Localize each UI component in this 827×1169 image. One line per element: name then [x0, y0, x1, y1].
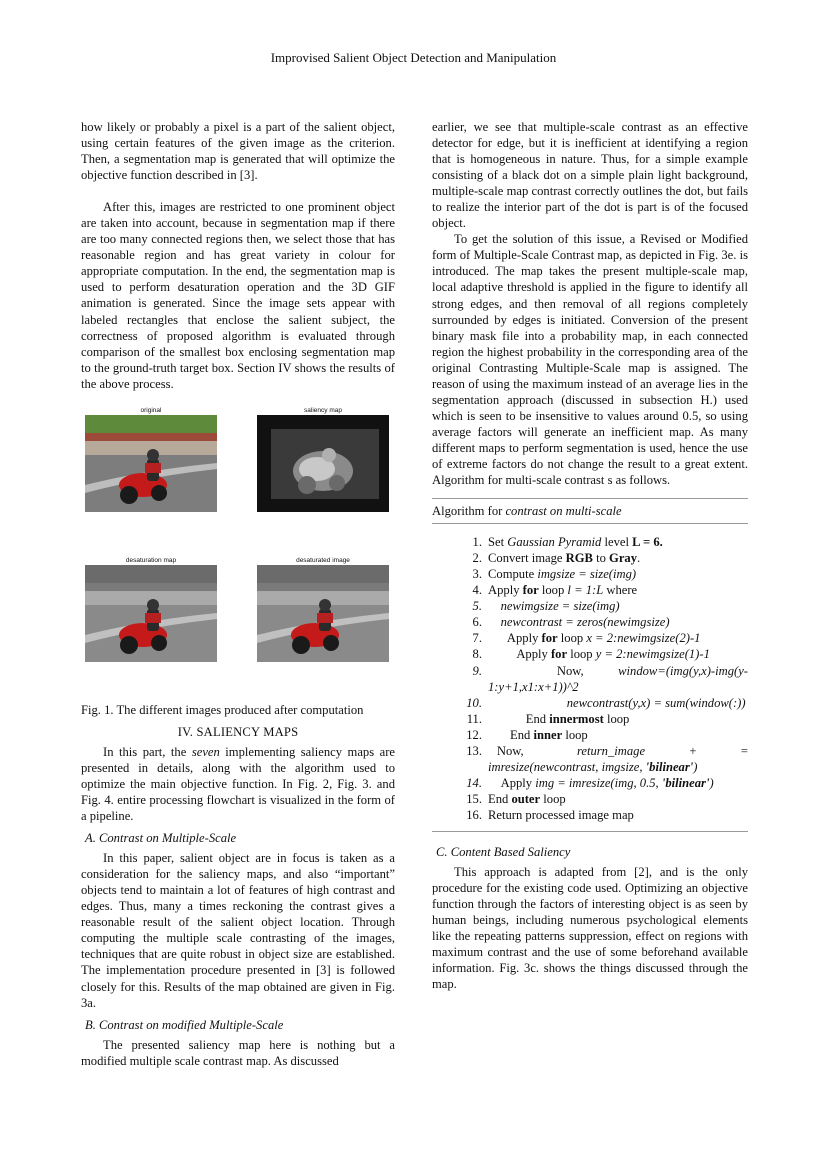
algorithm-step-number: 12.: [466, 727, 482, 742]
algorithm-step: [432, 663, 748, 695]
algorithm-step-text: newimgsize = size(img): [500, 599, 620, 614]
left-paragraph-5: The presented saliency map here is nothing but a modified multiple scale contrast map. As discussed: [81, 1037, 395, 1068]
panel-label-desaturation-map: desaturation map: [125, 556, 177, 564]
algorithm-step: [432, 614, 748, 630]
algorithm-step: [432, 727, 748, 743]
figure-panel-saliency-map: [257, 406, 389, 512]
left-paragraph-1: how likely or probably a pixel is a part of the salient object, using certain features of the given image as the criterion. Then, a segmentation map is generated that will optimize the objective function described in [3].: [81, 120, 395, 183]
algorithm-step: [432, 711, 748, 727]
algorithm-step: [432, 582, 748, 598]
algorithm-step-text: Apply for loop l = 1:L where: [488, 583, 638, 598]
subsection-b-heading: B. Contrast on modified Multiple-Scale: [85, 1017, 284, 1032]
algorithm-step-text: End innermost loop: [488, 711, 630, 726]
figure-1: [81, 406, 395, 698]
algorithm-step: [432, 807, 748, 823]
algorithm-steps: [432, 534, 748, 823]
algorithm-step-text: End inner loop: [488, 727, 588, 742]
algorithm-step: [432, 534, 748, 550]
right-paragraph-1: earlier, we see that multiple-scale contrast as an effective detector for edge, but it is inefficient at identifying a region that is homogeneous in nature. Thus, for a simple example consisting of a black dot on a simple plain light background, multiple-scale map contrast correctly outlines the dot, but fails to realize the interior part of the dot is part is of the focused object.: [432, 120, 748, 231]
algorithm-step-text: Convert image RGB to Gray.: [488, 551, 641, 566]
panel-label-saliency-map: saliency map: [304, 406, 342, 414]
right-paragraph-2: To get the solution of this issue, a Revised or Modified form of Multiple-Scale Contrast map, as depicted in Fig. 3e. is introduced. The map takes the present multiple-scale map, local adaptive threshold is applied in the figure to identify all strong edges, and then removal of all regions completely surrounded by edges is initiated. Conversion of the present binary mask file into a probability map, in each connected region the highest probability in the corresponding area of the original Contrasting Multiple-Scale map is assigned. The reason of using the maximum instead of an average lies in the segmentation approach (discussed in subsection H.) used which is seen to be insensitive to values around 0.5, so using average factors will generate an inefficient map. As many different maps to perform segmentation is used, hence the use of extreme factors do not change the result to a great extent. Algorithm for multi-scale contrast s as follows.: [432, 232, 748, 488]
algorithm-step-text: Return processed image map: [488, 807, 634, 822]
algorithm-step: [432, 630, 748, 646]
algorithm-step: [432, 743, 748, 775]
algorithm-step-number: 1.: [472, 535, 482, 550]
algorithm-step: [432, 566, 748, 582]
algorithm-title: Algorithm for contrast on multi-scale: [432, 503, 748, 524]
algorithm-step-text: newcontrast = zeros(newimgsize): [500, 615, 670, 630]
algorithm-step: [432, 550, 748, 566]
algorithm-box: [432, 498, 748, 832]
algorithm-step-number: 2.: [472, 551, 482, 566]
figure-panel-desaturated-image: [257, 556, 389, 662]
figure-panel-desaturation-map: [85, 556, 217, 662]
panel-label-original: original: [140, 406, 162, 414]
algorithm-step: [432, 598, 748, 614]
algorithm-step: [432, 791, 748, 807]
algorithm-step-number: 8.: [472, 647, 482, 662]
desaturated-image: [257, 565, 389, 662]
algorithm-step-number: 3.: [472, 567, 482, 582]
algorithm-step-text: Now, return_image + = imresize(newcontrast, imgsize, 'bilinear'): [488, 743, 748, 774]
algorithm-step-text: Set Gaussian Pyramid level L = 6.: [488, 535, 663, 550]
algorithm-step-number: 14.: [466, 775, 482, 790]
algorithm-step-number: 10.: [466, 695, 482, 710]
algorithm-step-text: Apply for loop x = 2:newimgsize(2)-1: [488, 631, 701, 646]
section-heading-iv: IV. SALIENCY MAPS: [177, 724, 299, 739]
subsection-a-heading: A. Contrast on Multiple-Scale: [85, 831, 237, 846]
algorithm-step: [432, 775, 748, 791]
left-paragraph-4: In this paper, salient object are in focus is taken as a consideration for the saliency maps, and also “important” objects tend to maintain a lot of features of high contrast and edges. Thus, many a times reckoning the contrast gives a reasonable result of the salient object location. Through computing the multiple scale contrasting of the images, techniques that are quite robust in object size are established. The implementation procedure presented in [3] is followed closely for this. Results of the map obtained are given in Fig. 3a.: [81, 851, 395, 1010]
algorithm-step: [432, 695, 748, 711]
panel-label-desaturated-image: desaturated image: [296, 556, 350, 564]
left-paragraph-2: After this, images are restricted to one prominent object are taken into account, because in segmentation map if there are too many connected regions then, we select those that has reasonable region and has great variety in colour for appropriate computation. In the end, the segmentation map is used to perform desaturation operation and the 3D GIF animation is generated. Since the image sets appear with labeled rectangles that enclose the salient subject, the correctness of proposed algorithm is evaluated through comparison of the smallest box enclosing segmentation map to the ground-truth target box. Section IV shows the results of the above process.: [81, 200, 395, 391]
algorithm-step-text: newcontrast(y,x) = sum(window(:)): [566, 695, 746, 710]
algorithm-step-number: 4.: [472, 583, 482, 598]
algorithm-step-number: 7.: [472, 631, 482, 646]
figure-panel-original: [85, 406, 217, 512]
algorithm-step: [432, 646, 748, 662]
algorithm-step-number: 13.: [466, 743, 482, 758]
right-column: [432, 119, 748, 992]
desaturation-map-image: [85, 565, 217, 662]
algorithm-step-text: Compute imgsize = size(img): [488, 567, 637, 582]
algorithm-step-text: Apply img = imresize(img, 0.5, 'bilinear'): [488, 775, 714, 790]
algorithm-step-number: 5.: [472, 599, 482, 614]
algorithm-step-text: Apply for loop y = 2:newimgsize(1)-1: [488, 647, 710, 662]
running-header: Improvised Salient Object Detection and Manipulation: [270, 50, 557, 65]
left-paragraph-3: In this part, the seven implementing saliency maps are presented in details, along with the algorithm used to optimize the main objective function. In Fig. 2, Fig. 3. and Fig. 4. entire processing flowchart is visualized in the form of a pipeline.: [81, 744, 395, 824]
left-column: [81, 119, 395, 1069]
saliency-map-image: [257, 415, 389, 512]
original-image: [85, 415, 217, 512]
subsection-c-heading: C. Content Based Saliency: [436, 844, 571, 859]
figure-1-caption: Fig. 1. The different images produced after computation: [81, 702, 364, 717]
algorithm-step-number: 9.: [472, 663, 482, 678]
right-paragraph-3: This approach is adapted from [2], and is the only procedure for the existing code used. Optimizing an objective function through the factors of interesting object is as seen by human beings, including numerous psychological elements like the repeating patterns suppression, effect on regions with maximum contrast and the use of some beforehand available information. Fig. 3c. shows the things discussed through the map.: [432, 865, 748, 992]
algorithm-step-number: 6.: [472, 615, 482, 630]
algorithm-step-number: 16.: [466, 807, 482, 822]
algorithm-step-number: 15.: [466, 791, 482, 806]
algorithm-step-number: 11.: [466, 711, 482, 726]
algorithm-step-text: Now, window=(img(y,x)-img(y-1:y+1,x1:x+1))^2: [488, 663, 748, 694]
algorithm-step-text: End outer loop: [488, 791, 566, 806]
